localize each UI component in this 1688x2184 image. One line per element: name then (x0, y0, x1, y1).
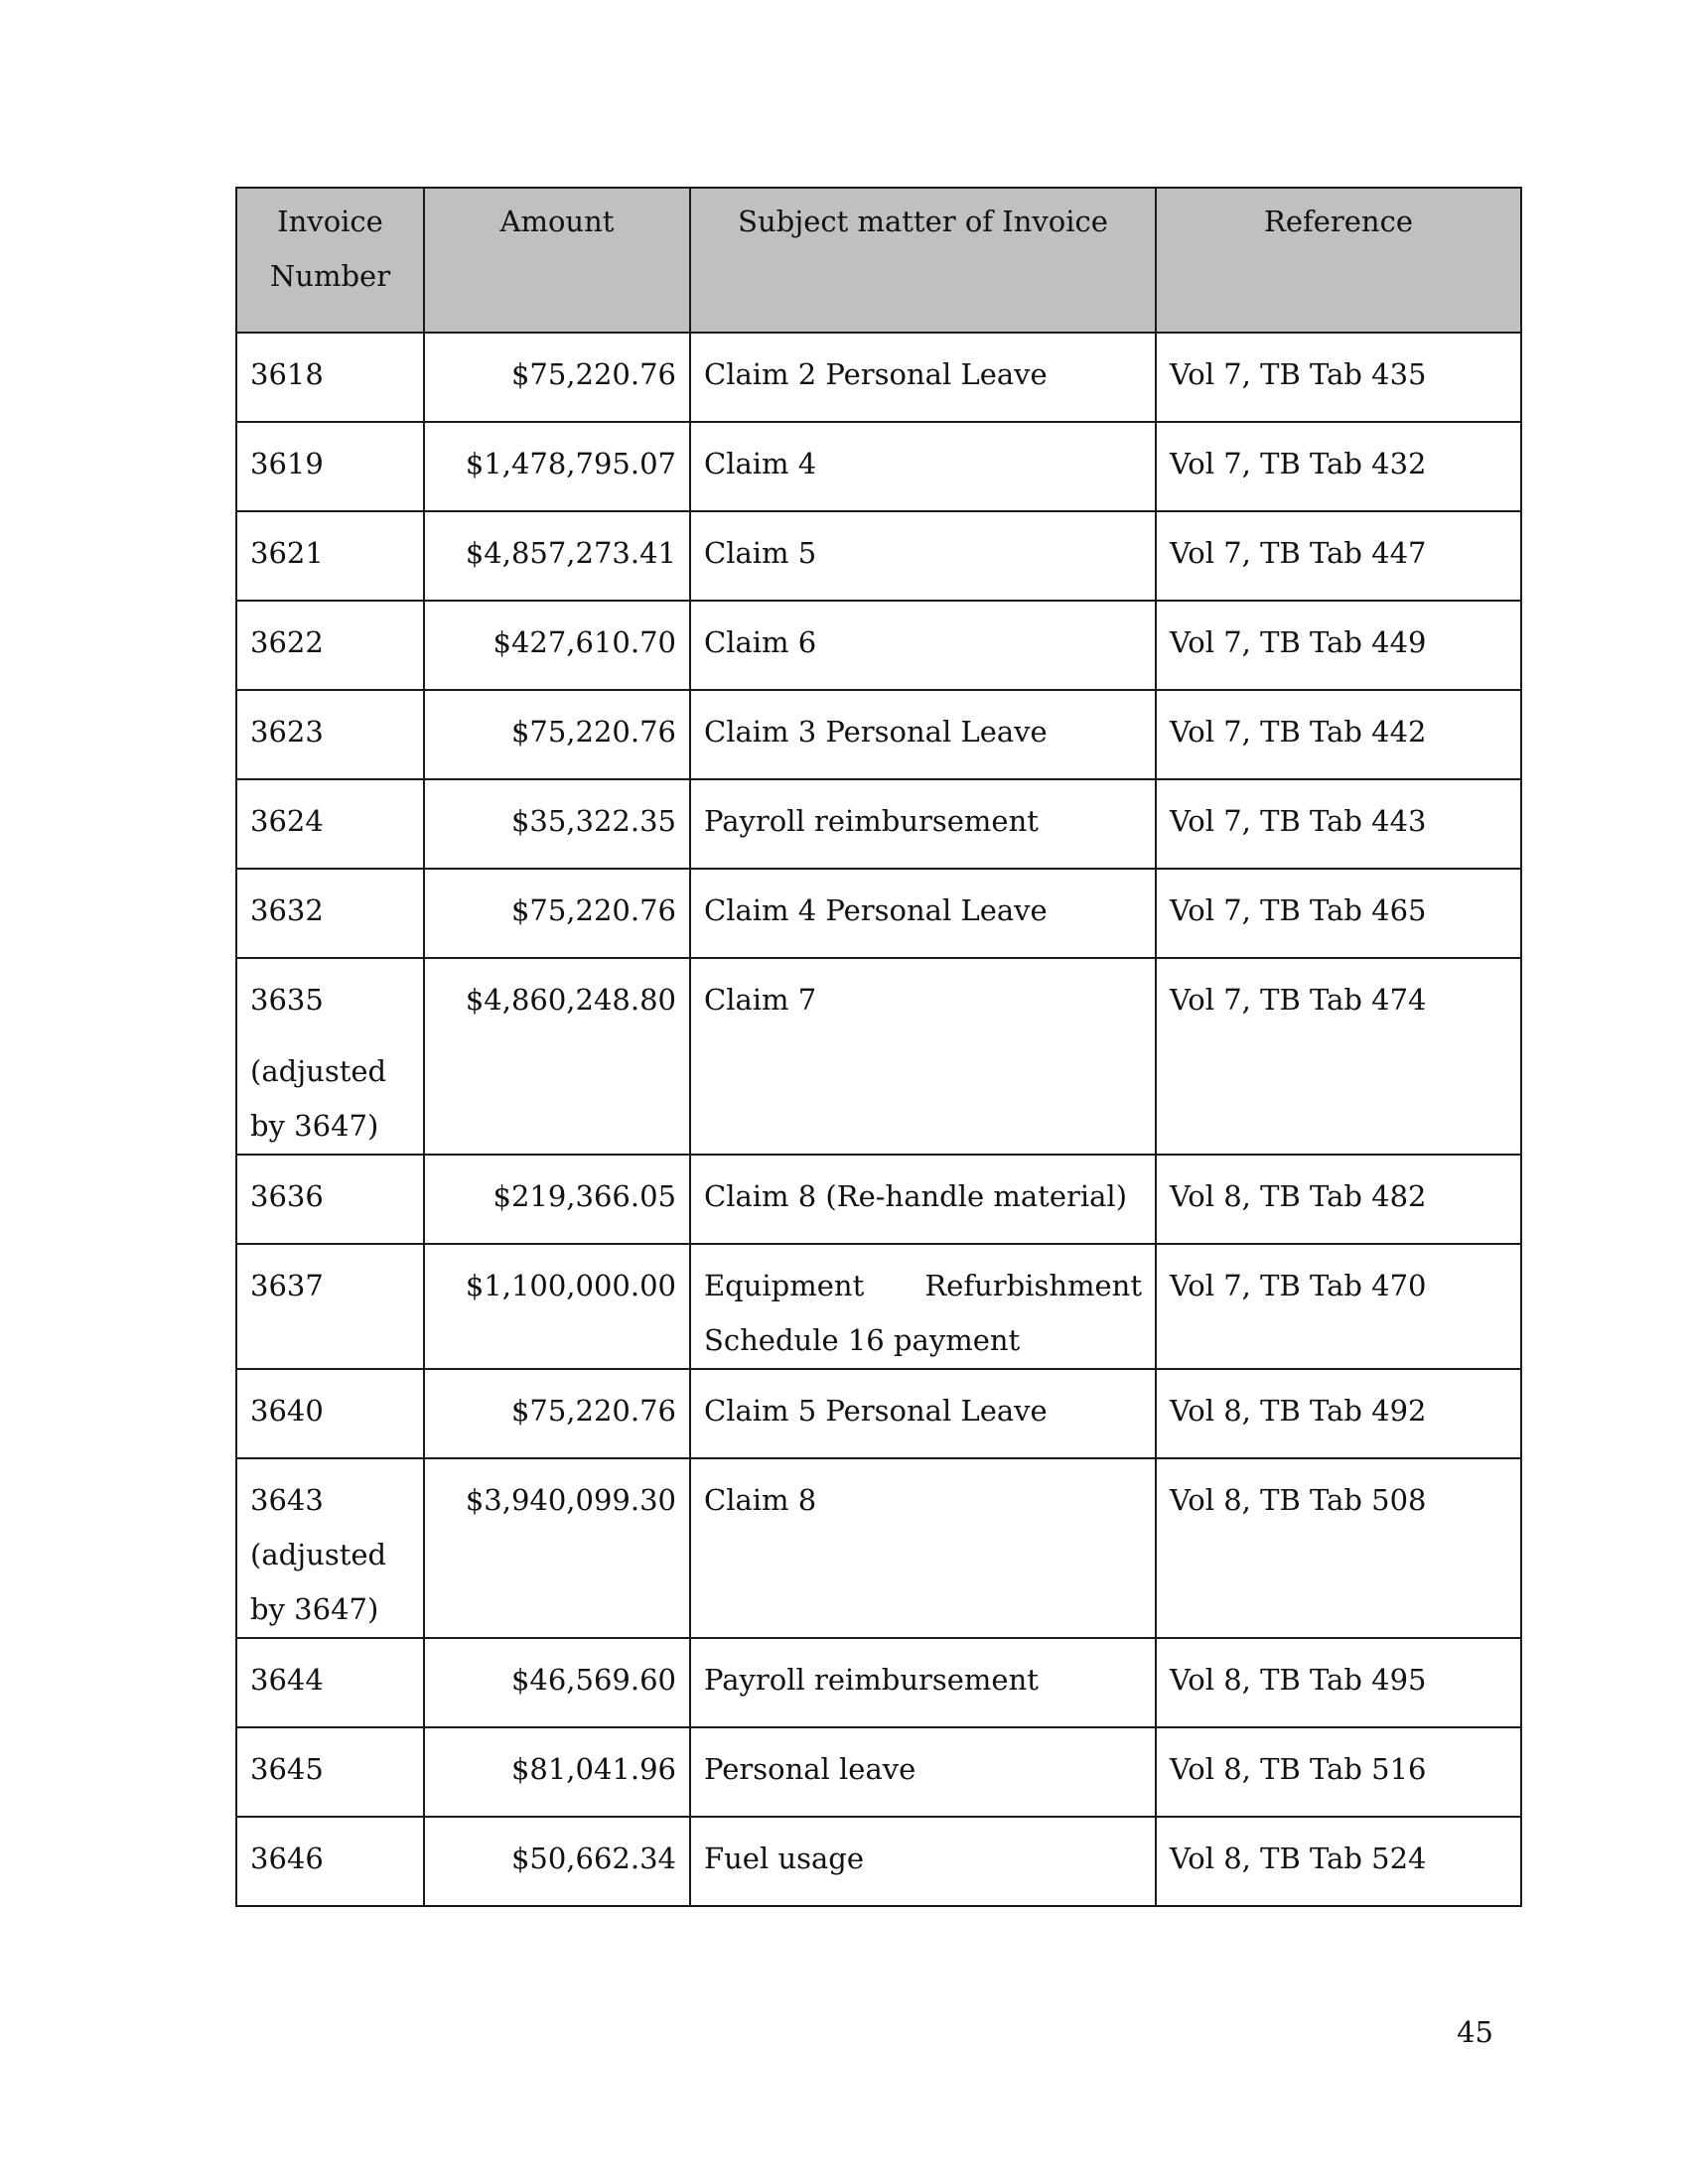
table-row (236, 1369, 1521, 1458)
table-row (236, 1155, 1521, 1244)
reference-cell: Vol 8, TB Tab 492 (1156, 1369, 1521, 1458)
subject-cell: Equipment Refurbishment Schedule 16 payment (690, 1244, 1156, 1369)
amount-cell: $4,857,273.41 (424, 511, 690, 601)
header-invoice-number: Invoice Number (236, 188, 424, 333)
subject-cell: Claim 6 (690, 601, 1156, 690)
invoice-table (235, 187, 1522, 1907)
subject-cell: Claim 5 (690, 511, 1156, 601)
table-row (236, 422, 1521, 511)
header-amount: Amount (424, 188, 690, 333)
header-reference: Reference (1156, 188, 1521, 333)
table-row (236, 1638, 1521, 1727)
reference-cell: Vol 7, TB Tab 470 (1156, 1244, 1521, 1369)
page-number: 45 (1457, 2015, 1493, 2049)
invoice-number-cell: 3644 (236, 1638, 424, 1727)
subject-cell: Personal leave (690, 1727, 1156, 1817)
invoice-number-cell (236, 958, 424, 1155)
subject-cell: Claim 5 Personal Leave (690, 1369, 1156, 1458)
subject-cell: Claim 3 Personal Leave (690, 690, 1156, 779)
subject-cell: Payroll reimbursement (690, 779, 1156, 869)
amount-cell: $3,940,099.30 (424, 1458, 690, 1638)
reference-cell: Vol 7, TB Tab 442 (1156, 690, 1521, 779)
subject-cell: Claim 8 (690, 1458, 1156, 1638)
subject-cell: Claim 2 Personal Leave (690, 333, 1156, 422)
invoice-number-cell: 3622 (236, 601, 424, 690)
invoice-number-cell: 3619 (236, 422, 424, 511)
amount-cell: $50,662.34 (424, 1817, 690, 1906)
header-subject: Subject matter of Invoice (690, 188, 1156, 333)
reference-cell: Vol 7, TB Tab 443 (1156, 779, 1521, 869)
reference-cell: Vol 7, TB Tab 432 (1156, 422, 1521, 511)
amount-cell: $4,860,248.80 (424, 958, 690, 1155)
reference-cell: Vol 8, TB Tab 516 (1156, 1727, 1521, 1817)
table-row (236, 958, 1521, 1155)
invoice-number-cell: 3632 (236, 869, 424, 958)
amount-cell: $219,366.05 (424, 1155, 690, 1244)
invoice-number-cell: 3624 (236, 779, 424, 869)
table-row (236, 869, 1521, 958)
reference-cell: Vol 8, TB Tab 524 (1156, 1817, 1521, 1906)
amount-cell: $35,322.35 (424, 779, 690, 869)
subject-cell: Claim 7 (690, 958, 1156, 1155)
reference-cell: Vol 7, TB Tab 474 (1156, 958, 1521, 1155)
reference-cell: Vol 8, TB Tab 495 (1156, 1638, 1521, 1727)
invoice-number-cell: 3637 (236, 1244, 424, 1369)
amount-cell: $75,220.76 (424, 690, 690, 779)
invoice-number-cell: 3636 (236, 1155, 424, 1244)
invoice-number-cell: 3618 (236, 333, 424, 422)
subject-cell: Claim 4 (690, 422, 1156, 511)
invoice-number-cell: 3640 (236, 1369, 424, 1458)
invoice-number: 3635 (250, 983, 324, 1017)
invoice-number-cell: 3623 (236, 690, 424, 779)
amount-cell: $427,610.70 (424, 601, 690, 690)
table-row (236, 333, 1521, 422)
amount-cell: $1,100,000.00 (424, 1244, 690, 1369)
reference-cell: Vol 7, TB Tab 449 (1156, 601, 1521, 690)
reference-cell: Vol 8, TB Tab 482 (1156, 1155, 1521, 1244)
invoice-adjustment-note: (adjusted by 3647) (250, 1054, 387, 1143)
subject-cell: Fuel usage (690, 1817, 1156, 1906)
invoice-number-cell: 3645 (236, 1727, 424, 1817)
invoice-number-cell: 3621 (236, 511, 424, 601)
subject-cell: Claim 8 (Re-handle material) (690, 1155, 1156, 1244)
reference-cell: Vol 7, TB Tab 447 (1156, 511, 1521, 601)
invoice-adjustment-note: (adjusted by 3647) (250, 1538, 387, 1626)
table-row (236, 1817, 1521, 1906)
amount-cell: $75,220.76 (424, 869, 690, 958)
table-row (236, 511, 1521, 601)
invoice-number-cell: 3646 (236, 1817, 424, 1906)
subject-cell: Payroll reimbursement (690, 1638, 1156, 1727)
table-row (236, 690, 1521, 779)
amount-cell: $75,220.76 (424, 333, 690, 422)
amount-cell: $1,478,795.07 (424, 422, 690, 511)
table-row (236, 779, 1521, 869)
amount-cell: $46,569.60 (424, 1638, 690, 1727)
invoice-number: 3643 (250, 1483, 324, 1517)
table-header-row (236, 188, 1521, 333)
amount-cell: $75,220.76 (424, 1369, 690, 1458)
table-row (236, 1458, 1521, 1638)
reference-cell: Vol 7, TB Tab 435 (1156, 333, 1521, 422)
invoice-number-cell (236, 1458, 424, 1638)
amount-cell: $81,041.96 (424, 1727, 690, 1817)
subject-cell: Claim 4 Personal Leave (690, 869, 1156, 958)
reference-cell: Vol 8, TB Tab 508 (1156, 1458, 1521, 1638)
reference-cell: Vol 7, TB Tab 465 (1156, 869, 1521, 958)
table-row (236, 601, 1521, 690)
table-row (236, 1727, 1521, 1817)
table-row (236, 1244, 1521, 1369)
